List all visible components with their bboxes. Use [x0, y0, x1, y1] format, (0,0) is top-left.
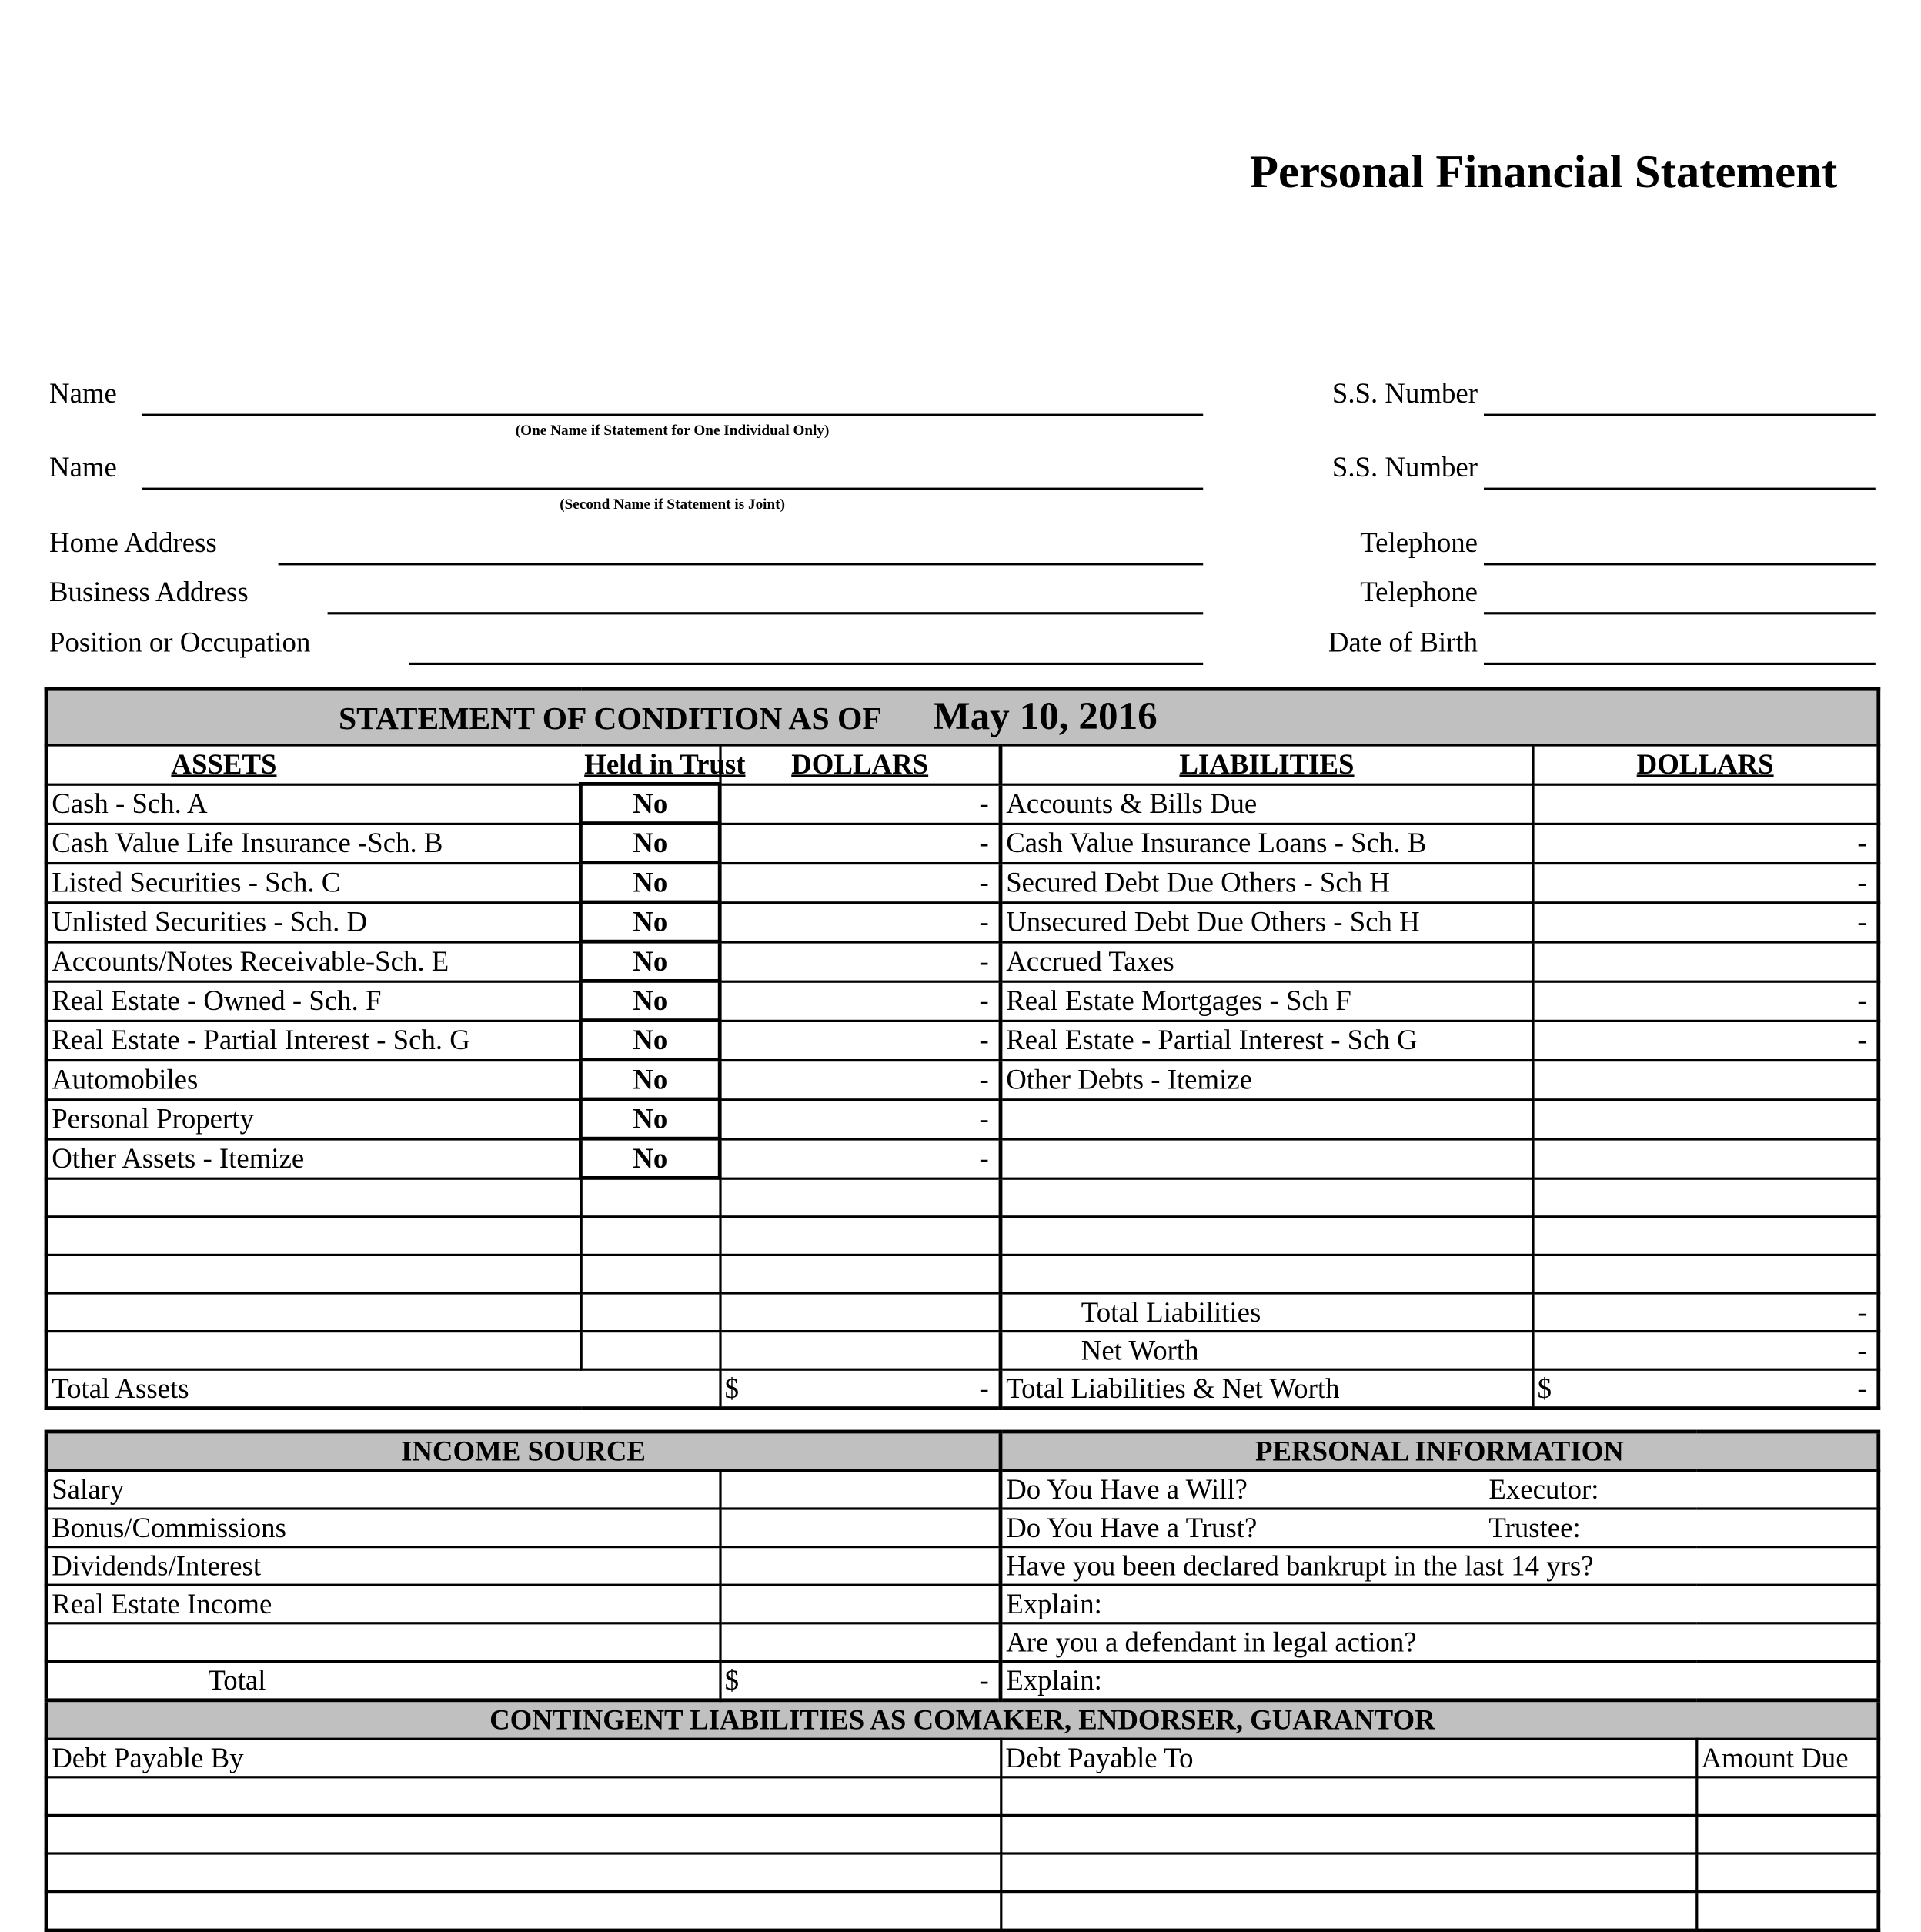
name1-note: (One Name if Statement for One Individual Only): [515, 421, 830, 439]
liability-label[interactable]: Total Liabilities: [1001, 1293, 1532, 1332]
income-source-label[interactable]: Dividends/Interest: [46, 1547, 720, 1586]
telephone2-label: Telephone: [1360, 576, 1478, 607]
liability-dollars-cell[interactable]: [1532, 784, 1879, 823]
dob-label: Date of Birth: [1328, 627, 1478, 658]
asset-label[interactable]: Personal Property: [46, 1099, 580, 1138]
held-in-trust-cell[interactable]: No: [580, 902, 720, 941]
asset-dollars-cell[interactable]: -: [720, 1138, 1001, 1178]
asset-dollars-cell[interactable]: -: [720, 902, 1001, 941]
liability-label[interactable]: Cash Value Insurance Loans - Sch. B: [1001, 824, 1532, 863]
income-amount-cell[interactable]: [720, 1585, 1001, 1623]
occupation-field[interactable]: [409, 663, 1203, 665]
statement-row: [46, 784, 1879, 823]
liability-dollars-cell[interactable]: [1532, 941, 1879, 981]
asset-label[interactable]: [46, 1178, 580, 1216]
asset-dollars-cell[interactable]: -: [720, 941, 1001, 981]
liability-label[interactable]: Secured Debt Due Others - Sch H: [1001, 863, 1532, 902]
statement-heading: [46, 689, 1879, 745]
liability-label[interactable]: [1001, 1178, 1532, 1216]
debt-payable-by-cell[interactable]: [46, 1853, 1001, 1892]
income-personal-row: [46, 1547, 1879, 1586]
total-liabilities-net-worth-currency: $: [1537, 1372, 1552, 1404]
liability-dollars-cell[interactable]: [1532, 1138, 1879, 1178]
income-personal-row: [46, 1470, 1879, 1509]
contingent-row: [46, 1777, 1879, 1816]
debt-payable-to-cell[interactable]: [1001, 1777, 1696, 1816]
total-assets-cell: [720, 1369, 1001, 1408]
business-address-field[interactable]: [328, 612, 1204, 614]
trust-question: Do You Have a Trust?: [1006, 1512, 1258, 1543]
liability-dollars-cell[interactable]: -: [1532, 902, 1879, 941]
ss1-label: S.S. Number: [1331, 378, 1478, 409]
asset-dollars-cell[interactable]: [720, 1178, 1001, 1216]
home-address-field[interactable]: [279, 563, 1204, 565]
statement-column-headers: [46, 745, 1879, 784]
income-total-label: Total: [46, 1661, 720, 1700]
amount-due-cell[interactable]: [1696, 1815, 1879, 1853]
ss2-label: S.S. Number: [1331, 452, 1478, 483]
liability-label[interactable]: Unsecured Debt Due Others - Sch H: [1001, 902, 1532, 941]
income-total-value: -: [979, 1664, 989, 1696]
asset-label[interactable]: Accounts/Notes Receivable-Sch. E: [46, 941, 580, 981]
personal-info-cell[interactable]: [1001, 1585, 1879, 1623]
personal-info-cell[interactable]: [1001, 1623, 1879, 1662]
contingent-liabilities-heading: CONTINGENT LIABILITIES AS COMAKER, ENDORSER, GUARANTOR: [46, 1700, 1879, 1739]
income-source-label[interactable]: Salary: [46, 1470, 720, 1509]
held-in-trust-cell[interactable]: No: [580, 1138, 720, 1178]
held-in-trust-cell[interactable]: No: [580, 1060, 720, 1099]
liability-label[interactable]: Net Worth: [1001, 1332, 1532, 1370]
asset-dollars-cell[interactable]: -: [720, 784, 1001, 823]
liability-dollars-cell[interactable]: -: [1532, 863, 1879, 902]
asset-label[interactable]: Listed Securities - Sch. C: [46, 863, 580, 902]
liability-label[interactable]: [1001, 1099, 1532, 1138]
income-personal-row: [46, 1661, 1879, 1700]
asset-dollars-cell[interactable]: -: [720, 1099, 1001, 1138]
liability-label[interactable]: [1001, 1138, 1532, 1178]
held-in-trust-cell[interactable]: No: [580, 863, 720, 902]
debt-payable-by-cell[interactable]: [46, 1777, 1001, 1816]
total-assets-currency: $: [724, 1372, 739, 1404]
business-address-label: Business Address: [49, 576, 249, 607]
liability-label[interactable]: [1001, 1255, 1532, 1293]
amount-due-header: Amount Due: [1696, 1739, 1879, 1777]
personal-info-cell[interactable]: [1001, 1661, 1879, 1700]
personal-info-cell[interactable]: [1001, 1509, 1879, 1547]
debt-payable-to-cell[interactable]: [1001, 1853, 1696, 1892]
asset-dollars-cell[interactable]: [720, 1293, 1001, 1332]
name2-note: (Second Name if Statement is Joint): [560, 495, 785, 513]
held-in-trust-cell[interactable]: [580, 1255, 720, 1293]
occupation-label: Position or Occupation: [49, 627, 311, 658]
name2-label: Name: [49, 452, 117, 483]
amount-due-cell[interactable]: [1696, 1777, 1879, 1816]
dob-field[interactable]: [1484, 663, 1876, 665]
liability-dollars-cell[interactable]: [1532, 1099, 1879, 1138]
debt-payable-by-header: Debt Payable By: [46, 1739, 1001, 1777]
held-in-trust-cell[interactable]: [580, 1217, 720, 1255]
liability-label[interactable]: [1001, 1217, 1532, 1255]
debt-payable-to-header: Debt Payable To: [1001, 1739, 1696, 1777]
assets-column-header: ASSETS: [171, 748, 277, 780]
ss1-field[interactable]: [1484, 414, 1876, 416]
home-address-label: Home Address: [49, 526, 217, 558]
liability-dollars-cell[interactable]: [1532, 1060, 1879, 1099]
asset-label[interactable]: Unlisted Securities - Sch. D: [46, 902, 580, 941]
held-in-trust-cell[interactable]: No: [580, 824, 720, 863]
defendant-question: Are you a defendant in legal action?: [1006, 1626, 1417, 1657]
held-in-trust-cell[interactable]: No: [580, 784, 720, 823]
liability-dollars-cell[interactable]: [1532, 1178, 1879, 1216]
liability-dollars-cell[interactable]: -: [1532, 1332, 1879, 1370]
income-amount-cell[interactable]: [720, 1470, 1001, 1509]
trustee-label: Trustee:: [1488, 1512, 1581, 1543]
liability-label[interactable]: Other Debts - Itemize: [1001, 1060, 1532, 1099]
asset-label[interactable]: Real Estate - Partial Interest - Sch. G: [46, 1021, 580, 1060]
asset-label[interactable]: Automobiles: [46, 1060, 580, 1099]
asset-label[interactable]: [46, 1255, 580, 1293]
liability-dollars-cell[interactable]: -: [1532, 1293, 1879, 1332]
statement-row: [46, 1099, 1879, 1138]
held-in-trust-cell[interactable]: [580, 1178, 720, 1216]
name2-field[interactable]: [142, 488, 1203, 490]
statement-row: [46, 941, 1879, 981]
asset-dollars-cell[interactable]: -: [720, 1060, 1001, 1099]
executor-label: Executor:: [1488, 1473, 1599, 1505]
asset-label[interactable]: Other Assets - Itemize: [46, 1138, 580, 1178]
asset-label[interactable]: Cash - Sch. A: [46, 784, 580, 823]
personal-information-heading: PERSONAL INFORMATION: [1001, 1432, 1879, 1470]
asset-label[interactable]: Real Estate - Owned - Sch. F: [46, 981, 580, 1020]
income-personal-row: [46, 1623, 1879, 1662]
bankrupt-question: Have you been declared bankrupt in the last 14 yrs?: [1006, 1549, 1594, 1581]
statement-row: [46, 1060, 1879, 1099]
income-amount-cell[interactable]: [720, 1509, 1001, 1547]
income-amount-cell[interactable]: [720, 1623, 1001, 1662]
liability-dollars-cell[interactable]: [1532, 1255, 1879, 1293]
will-question: Do You Have a Will?: [1006, 1473, 1248, 1505]
total-assets-label: Total Assets: [46, 1369, 720, 1408]
statement-of-condition-table: [45, 687, 1881, 1410]
asset-label[interactable]: Cash Value Life Insurance -Sch. B: [46, 824, 580, 863]
asset-dollars-cell[interactable]: -: [720, 824, 1001, 863]
income-total-currency: $: [724, 1664, 739, 1696]
statement-heading-label: STATEMENT OF CONDITION AS OF: [339, 700, 881, 737]
statement-totals-row: [46, 1369, 1879, 1408]
telephone2-field[interactable]: [1484, 612, 1876, 614]
total-assets-value: -: [979, 1372, 989, 1404]
liability-label[interactable]: Accrued Taxes: [1001, 941, 1532, 981]
statement-row: [46, 1255, 1879, 1293]
asset-dollars-cell[interactable]: [720, 1332, 1001, 1370]
income-total-cell: [720, 1661, 1001, 1700]
asset-dollars-cell[interactable]: -: [720, 1021, 1001, 1060]
held-in-trust-column-header: Held in Trust: [584, 748, 746, 779]
telephone1-field[interactable]: [1484, 563, 1876, 565]
statement-row: [46, 1178, 1879, 1216]
liability-label[interactable]: Real Estate - Partial Interest - Sch G: [1001, 1021, 1532, 1060]
asset-label[interactable]: [46, 1293, 580, 1332]
liability-dollars-cell[interactable]: -: [1532, 1021, 1879, 1060]
page-title: Personal Financial Statement: [1249, 146, 1838, 199]
held-in-trust-cell[interactable]: [580, 1332, 720, 1370]
income-source-label[interactable]: [46, 1623, 720, 1662]
liability-dollars-cell[interactable]: -: [1532, 981, 1879, 1020]
contingent-column-headers: [46, 1739, 1879, 1777]
total-liabilities-net-worth-value: -: [1857, 1372, 1867, 1404]
amount-due-cell[interactable]: [1696, 1853, 1879, 1892]
statement-row: [46, 1332, 1879, 1370]
liability-dollars-cell[interactable]: [1532, 1217, 1879, 1255]
statement-row: [46, 824, 1879, 863]
debt-payable-to-cell[interactable]: [1001, 1892, 1696, 1930]
held-in-trust-cell[interactable]: No: [580, 981, 720, 1020]
personal-info-cell[interactable]: [1001, 1547, 1879, 1586]
personal-info-cell[interactable]: [1001, 1470, 1879, 1509]
income-amount-cell[interactable]: [720, 1547, 1001, 1586]
statement-row: [46, 1217, 1879, 1255]
contingent-row: [46, 1853, 1879, 1892]
income-personal-row: [46, 1585, 1879, 1623]
statement-row: [46, 1138, 1879, 1178]
liability-label[interactable]: Real Estate Mortgages - Sch F: [1001, 981, 1532, 1020]
income-source-label[interactable]: Bonus/Commissions: [46, 1509, 720, 1547]
statement-row: [46, 1293, 1879, 1332]
name1-field[interactable]: [142, 414, 1203, 416]
held-in-trust-cell[interactable]: [580, 1293, 720, 1332]
liability-dollars-column-header: DOLLARS: [1636, 748, 1774, 780]
asset-dollars-cell[interactable]: -: [720, 981, 1001, 1020]
debt-payable-by-cell[interactable]: [46, 1815, 1001, 1853]
asset-label[interactable]: [46, 1217, 580, 1255]
contingent-row: [46, 1815, 1879, 1853]
telephone1-label: Telephone: [1360, 526, 1478, 558]
income-source-heading: INCOME SOURCE: [46, 1432, 1001, 1470]
statement-row: [46, 902, 1879, 941]
income-personal-row: [46, 1509, 1879, 1547]
liability-label[interactable]: Accounts & Bills Due: [1001, 784, 1532, 823]
debt-payable-by-cell[interactable]: [46, 1892, 1001, 1930]
liability-dollars-cell[interactable]: -: [1532, 824, 1879, 863]
ss2-field[interactable]: [1484, 488, 1876, 490]
income-personal-contingent-table: [45, 1430, 1881, 1932]
total-liabilities-net-worth-cell: [1532, 1369, 1879, 1408]
asset-label[interactable]: [46, 1332, 580, 1370]
contingent-row: [46, 1892, 1879, 1930]
statement-date[interactable]: May 10, 2016: [933, 693, 1158, 738]
total-liabilities-net-worth-label: Total Liabilities & Net Worth: [1001, 1369, 1532, 1408]
income-source-label[interactable]: Real Estate Income: [46, 1585, 720, 1623]
asset-dollars-column-header: DOLLARS: [791, 748, 929, 780]
liabilities-column-header: LIABILITIES: [1179, 748, 1355, 780]
statement-row: [46, 863, 1879, 902]
held-in-trust-cell[interactable]: No: [580, 1099, 720, 1138]
asset-dollars-cell[interactable]: -: [720, 863, 1001, 902]
bankrupt-explain-label: Explain:: [1006, 1588, 1102, 1619]
held-in-trust-cell[interactable]: No: [580, 1021, 720, 1060]
defendant-explain-label: Explain:: [1006, 1664, 1102, 1696]
asset-dollars-cell[interactable]: [720, 1255, 1001, 1293]
held-in-trust-cell[interactable]: No: [580, 941, 720, 981]
asset-dollars-cell[interactable]: [720, 1217, 1001, 1255]
statement-row: [46, 981, 1879, 1020]
amount-due-cell[interactable]: [1696, 1892, 1879, 1930]
statement-row: [46, 1021, 1879, 1060]
debt-payable-to-cell[interactable]: [1001, 1815, 1696, 1853]
name1-label: Name: [49, 378, 117, 409]
